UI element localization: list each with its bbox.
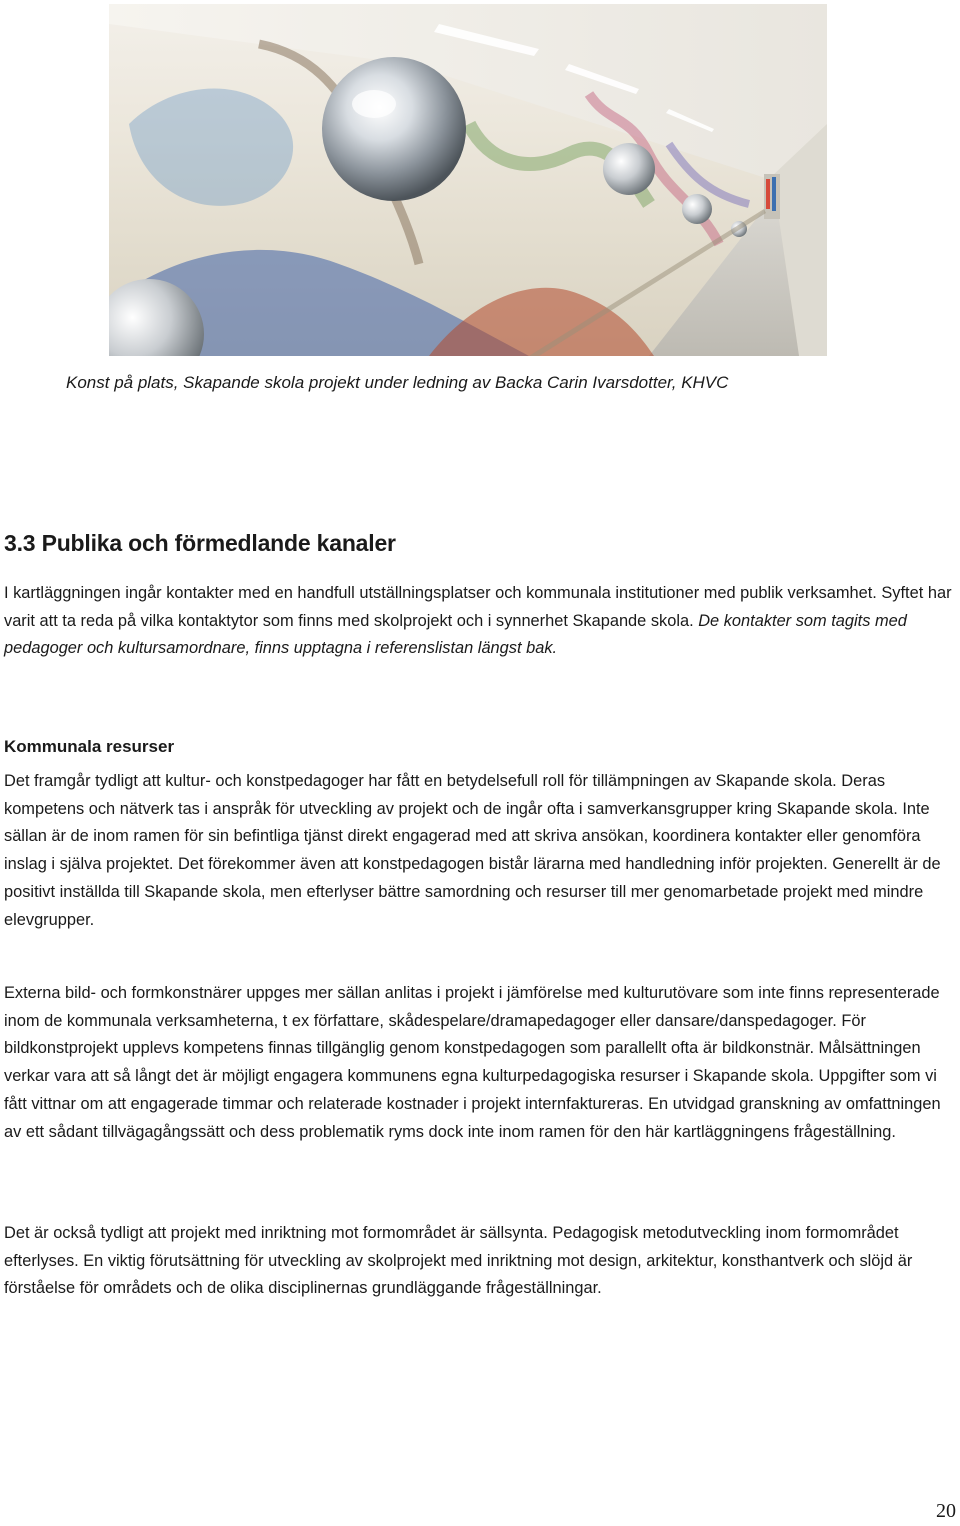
section-heading: 3.3 Publika och förmedlande kanaler <box>4 530 396 556</box>
subsection-heading: Kommunala resurser <box>4 737 175 756</box>
corridor-art-photo <box>109 4 827 356</box>
body-paragraph-3: Det är också tydligt att projekt med inriktning mot formområdet är sällsynta. Pedagogisk metodutveckling inom formområdet efterlyses. En viktig förutsättning för utveckling av skolprojekt med inriktning mot design, arkitektur, konsthantverk och slöjd är förståelse för områdets och de olika disciplinernas grundläggande frågeställningar. <box>4 1224 913 1298</box>
intro-paragraph <box>4 580 956 663</box>
intro-text: I kartläggningen ingår kontakter med en handfull utställningsplatser och kommunala institutioner med publik verksamhet. Syftet har varit att ta reda på vilka kontaktytor som finns med skolprojekt och i synnerhet Skapande skola. <box>4 584 952 630</box>
body-paragraph-2: Externa bild- och formkonstnärer uppges mer sällan anlitas i projekt i jämförelse med kulturutövare som inte finns representerade inom de kommunala verksamheterna, t ex författare, skådespelare/dramapedagoger eller dansare/danspedagoger. För bildkonstprojekt upplevs kompetens finnas tillgänglig genom konstpedagogen som parallellt ofta är bildkonstnär. Målsättningen verkar vara att så långt det är möjligt engagera kommunens egna kulturpedagogiska resurser i Skapande skola. Uppgifter som vi fått vittnar om att engagerade timmar och relaterade kostnader i projekt internfaktureras. En utvidgad granskning av omfattningen av ett sådant tillvägagångssätt och dess problematik ryms dock inte inom ramen för den här kartläggningens frågeställning. <box>4 984 941 1141</box>
intro-italic-note: De kontakter som tagits med pedagoger och kultursamordnare, finns upptagna i referenslistan längst bak. <box>4 611 907 658</box>
page-number: 20 <box>936 1500 956 1522</box>
body-paragraph-1: Det framgår tydligt att kultur- och konstpedagoger har fått en betydelsefull roll för tillämpningen av Skapande skola. Deras kompetens och nätverk tas i anspråk för utveckling av projekt och de ingår ofta i samverkansgrupper kring Skapande skola. Inte sällan är de inom ramen för sin befintliga tjänst direkt engagerad med att skriva ansökan, koordinera kontakter eller genomföra inslag i själva projektet. Det förekommer även att konstpedagogen bistår lärarna med handledning inför projekten. Generellt är de positivt inställda till Skapande skola, men efterlyser bättre samordning och resurser till mer genomarbetade projekt med mindre elevgrupper. <box>4 772 941 929</box>
figure-caption: Konst på plats, Skapande skola projekt under ledning av Backa Carin Ivarsdotter, KHVC <box>66 373 729 392</box>
